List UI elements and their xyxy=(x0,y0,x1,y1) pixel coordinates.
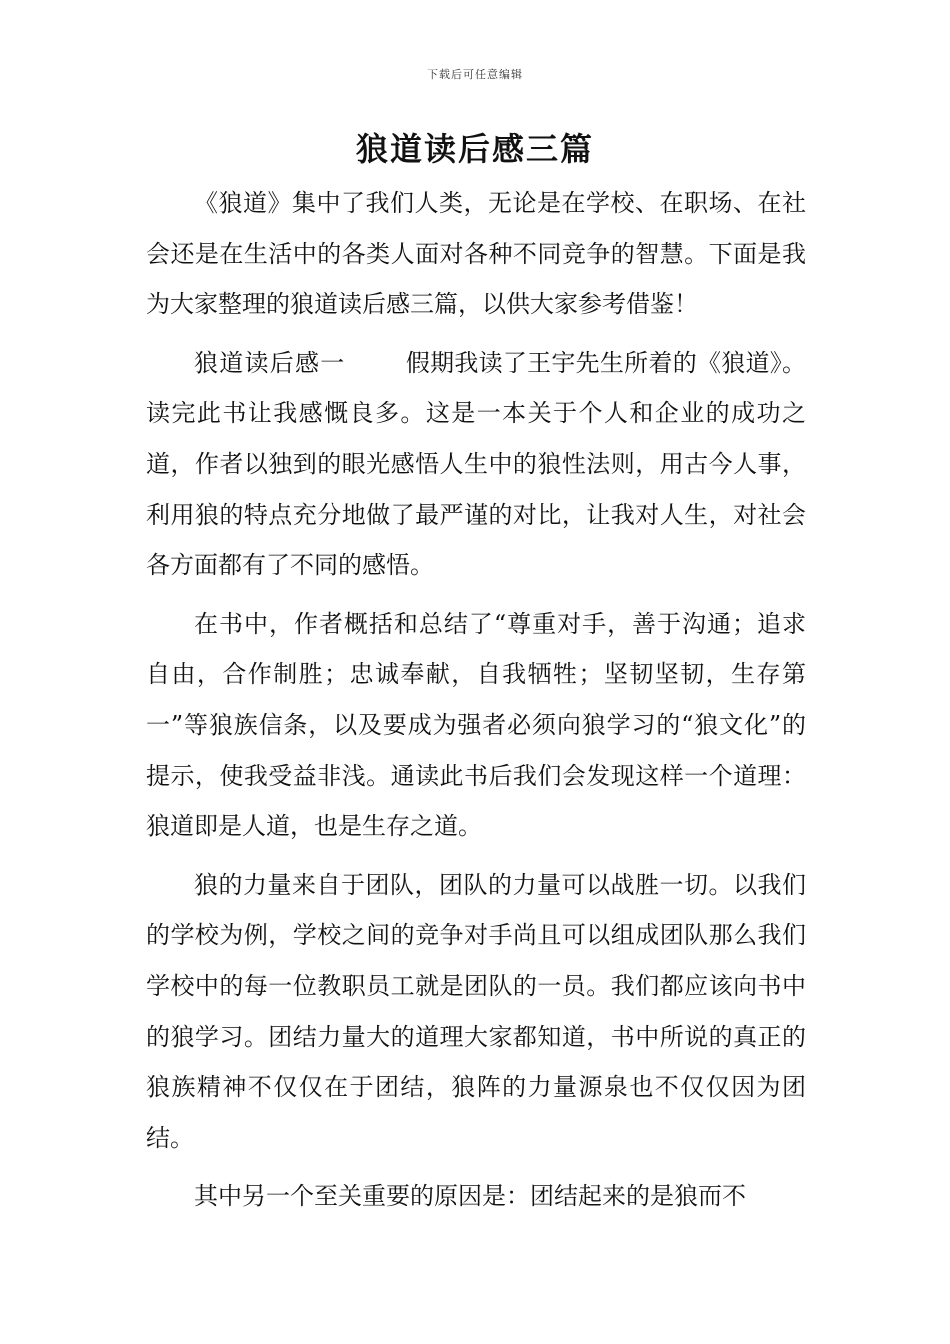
section-one-paragraph xyxy=(146,338,806,591)
body-paragraph: 在书中，作者概括和总结了“尊重对手，善于沟通；追求自由，合作制胜；忠诚奉献，自我牺牲；坚韧坚韧，生存第一”等狼族信条，以及要成为强者必须向狼学习的“狼文化”的提示，使我受益非浅。通读此书后我们会发现这样一个道理：狼道即是人道，也是生存之道。 xyxy=(146,609,806,841)
body-paragraph: 狼的力量来自于团队，团队的力量可以战胜一切。以我们的学校为例，学校之间的竞争对手尚且可以组成团队那么我们学校中的每一位教职员工就是团队的一员。我们都应该向书中的狼学习。团结力量大的道理大家都知道，书中所说的真正的狼族精神不仅仅在于团结，狼阵的力量源泉也不仅仅因为团结。 xyxy=(146,870,806,1152)
intro-paragraph: 《狼道》集中了我们人类，无论是在学校、在职场、在社会还是在生活中的各类人面对各种不同竞争的智慧。下面是我为大家整理的狼道读后感三篇，以供大家参考借鉴！ xyxy=(146,189,806,319)
header-note: 下载后可任意编辑 xyxy=(427,68,523,81)
section-one-text: 假期我读了王宇先生所着的《狼道》。读完此书让我感慨良多。这是一本关于个人和企业的成功之道，作者以独到的眼光感悟人生中的狼性法则，用古今人事，利用狼的特点充分地做了最严谨的对比，让我对人生，对社会各方面都有了不同的感悟。 xyxy=(146,348,807,580)
document-body xyxy=(146,178,806,1222)
section-one-heading: 狼道读后感一 xyxy=(194,348,346,377)
body-paragraph: 其中另一个至关重要的原因是：团结起来的是狼而不 xyxy=(194,1182,746,1211)
document-title: 狼道读后感三篇 xyxy=(355,130,594,168)
